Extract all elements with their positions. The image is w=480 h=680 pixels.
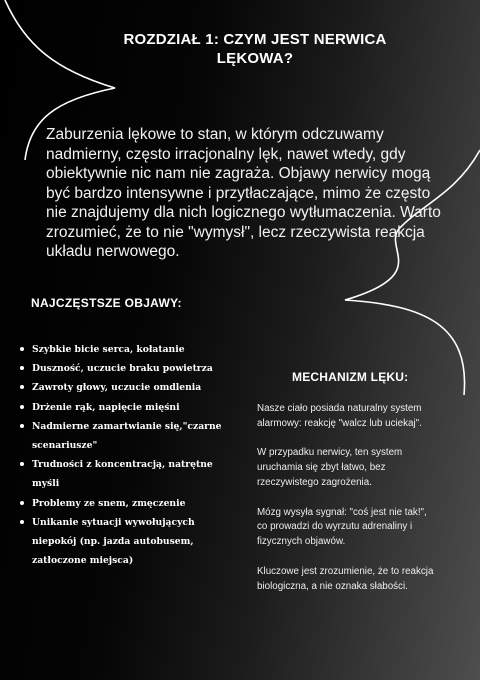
mechanism-paragraph: W przypadku nerwicy, ten system uruchamia się zbyt łatwo, bez rzeczywistego zagrożenia. — [257, 447, 403, 488]
intro-paragraph: Zaburzenia lękowe to stan, w którym odczuwamy nadmierny, często irracjonalny lęk, nawet wtedy, gdy obiektywnie nic nam nie zagraża. Objawy nerwicy mogą być bardzo intensywne i przytłaczające, mimo że często nie znajdujemy dla nich logicznego wytłumaczenia. Warto zrozumieć, że to nie "wymysł", lecz rzeczywista reakcja układu nerwowego. — [46, 126, 441, 260]
mechanism-paragraph: Nasze ciało posiada naturalny system alarmowy: reakcję "walcz lub uciekaj". — [257, 403, 422, 429]
symptom-item: Trudności z koncentracją, natrętne myśli — [20, 455, 232, 493]
symptoms-list — [20, 340, 232, 570]
symptom-item: Duszność, uczucie braku powietrza — [20, 359, 232, 378]
mechanism-paragraph: Mózg wysyła sygnał: "coś jest nie tak!", co prowadzi do wyrzutu adrenaliny i fizycznych objawów. — [257, 506, 427, 548]
mechanism-heading: MECHANIZM LĘKU: — [292, 370, 409, 384]
symptom-item: Szybkie bicie serca, kołatanie — [20, 340, 232, 359]
symptom-item: Problemy ze snem, zmęczenie — [20, 494, 232, 513]
symptom-item: Nadmierne zamartwianie się,"czarne scenariusze" — [20, 417, 232, 455]
symptoms-heading: NAJCZĘSTSZE OBJAWY: — [31, 296, 182, 310]
mechanism-text — [257, 402, 437, 609]
symptom-item: Drżenie rąk, napięcie mięśni — [20, 398, 232, 417]
mechanism-paragraph: Kluczowe jest zrozumienie, że to reakcja biologiczna, a nie oznaka słabości. — [257, 565, 434, 592]
page-title: ROZDZIAŁ 1: CZYM JEST NERWICA LĘKOWA? — [123, 31, 387, 67]
symptom-item: Zawroty głowy, uczucie omdlenia — [20, 378, 232, 397]
symptom-item: Unikanie sytuacji wywołujących niepokój (np. jazda autobusem, zatłoczone miejsca) — [20, 513, 232, 571]
